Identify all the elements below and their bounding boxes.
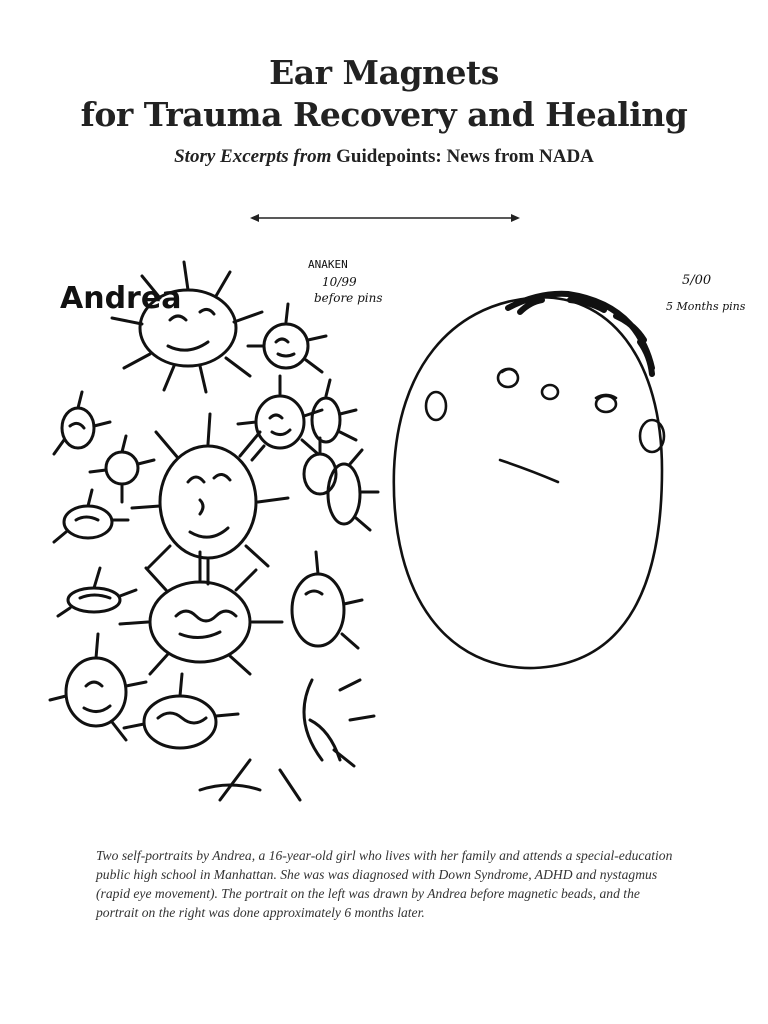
title-line-1: Ear Magnets bbox=[269, 53, 499, 92]
left-portrait-note: before pins bbox=[314, 291, 383, 305]
self-portraits-drawing bbox=[50, 250, 746, 810]
right-portrait-notes bbox=[666, 273, 746, 313]
left-portrait-before bbox=[50, 262, 378, 800]
left-portrait-name: Andrea bbox=[60, 281, 182, 316]
double-arrow-divider bbox=[250, 210, 520, 226]
page-subtitle bbox=[0, 146, 768, 168]
right-portrait-date: 5/00 bbox=[682, 273, 712, 288]
left-portrait-date: 10/99 bbox=[322, 275, 357, 289]
left-portrait-label: ANAKEN bbox=[308, 258, 348, 271]
subtitle-rest: : News from NADA bbox=[435, 146, 594, 167]
right-portrait-note: 5 Months pins bbox=[666, 300, 746, 313]
image-caption: Two self-portraits by Andrea, a 16-year-old girl who lives with her family and attends a special-education public high school in Manhattan. She was was diagnosed with Down Syndrome, ADHD and nystagmus (rapid eye movement). The portrait on the left was drawn by Andrea before magnetic beads, and the portrait on the right was done approximately 6 months later. bbox=[96, 848, 673, 920]
page-title bbox=[0, 52, 768, 136]
title-line-2: for Trauma Recovery and Healing bbox=[80, 95, 688, 134]
left-portrait-notes bbox=[308, 258, 383, 305]
subtitle-italic: Story Excerpts from bbox=[174, 146, 337, 167]
subtitle-publication: Guidepoints bbox=[336, 146, 436, 167]
right-portrait-after bbox=[394, 294, 664, 668]
